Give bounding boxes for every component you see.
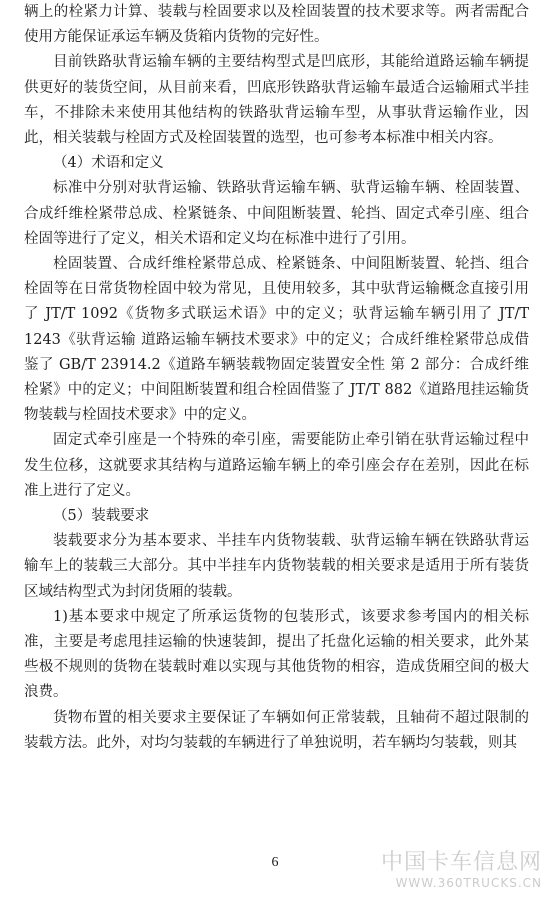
paragraph-continuation: 辆上的栓紧力计算、装载与栓固要求以及栓固装置的技术要求等。两者需配合使用方能保证承运车辆及货箱内货物的完好性。 xyxy=(24,4,529,46)
paragraph-structure-type: 目前铁路驮背运输车辆的主要结构型式是凹底形，其能给道路运输车辆提供更好的装货空间，从目前来看，凹底形铁路驮背运输车最适合运输厢式半挂车，不排除未来使用其他结构的铁路驮背运输车型，从事驮背运输作业，因此，相关装载与栓固方式及栓固装置的选型，也可参考本标准中相关内容。 xyxy=(24,54,529,147)
section-heading-loading: （5）装载要求 xyxy=(53,508,150,525)
paragraph-terms-references: 栓固装置、合成纤维栓紧带总成、栓紧链条、中间阻断装置、轮挡、组合栓固等在日常货物栓固中较为常见，且使用较多，其中驮背运输概念直接引用了 JT/T 1092《货物多式联运术语》中的定义；驮背运输车辆引用了 JT/T 1243《驮背运输 道路运输车辆技术要求》中的定义；合成纤维栓紧带总成借鉴了 GB/T 23914.2《道路车辆装载物固定装置安全性 第 2 部分：合成纤维栓紧》中的定义；中间阻断装置和组合栓固借鉴了 JT/T 882《道路甩挂运输货物装载与栓固技术要求》中的定义。 xyxy=(24,256,529,424)
document-page xyxy=(24,0,529,756)
paragraph-basic-requirements: 1)基本要求中规定了所承运货物的包装形式，该要求参考国内的相关标准，主要是考虑甩挂运输的快速装卸，提出了托盘化运输的相关要求，此外某些极不规则的货物在装载时难以实现与其他货物的相容，造成货厢空间的极大浪费。 xyxy=(24,608,529,701)
watermark xyxy=(381,845,542,890)
paragraph-cargo-arrangement: 货物布置的相关要求主要保证了车辆如何正常装载，且轴荷不超过限制的装载方法。此外，对均匀装载的车辆进行了单独说明，若车辆均匀装载，则其 xyxy=(24,709,529,751)
page-number: 6 xyxy=(271,855,279,870)
paragraph-terms-list: 标准中分别对驮背运输、铁路驮背运输车辆、驮背运输车辆、栓固装置、合成纤维栓紧带总成、栓紧链条、中间阻断装置、轮挡、固定式牵引座、组合栓固等进行了定义，相关术语和定义均在标准中进行了引用。 xyxy=(24,180,529,247)
watermark-cn: 中国卡车信息网 xyxy=(380,850,542,875)
watermark-en: WWW.360TRUCKS.CN xyxy=(395,876,542,890)
paragraph-fixed-fifth-wheel: 固定式牵引座是一个特殊的牵引座，需要能防止牵引销在驮背运输过程中发生位移，这就要求其结构与道路运输车辆上的牵引座会存在差别，因此在标准上进行了定义。 xyxy=(24,432,529,499)
section-heading-terms: （4）术语和定义 xyxy=(53,155,164,172)
paragraph-loading-overview: 装载要求分为基本要求、半挂车内货物装载、驮背运输车辆在铁路驮背运输车上的装载三大部分。其中半挂车内货物装载的相关要求是适用于所有装货区域结构型式为封闭货厢的装载。 xyxy=(24,533,529,600)
